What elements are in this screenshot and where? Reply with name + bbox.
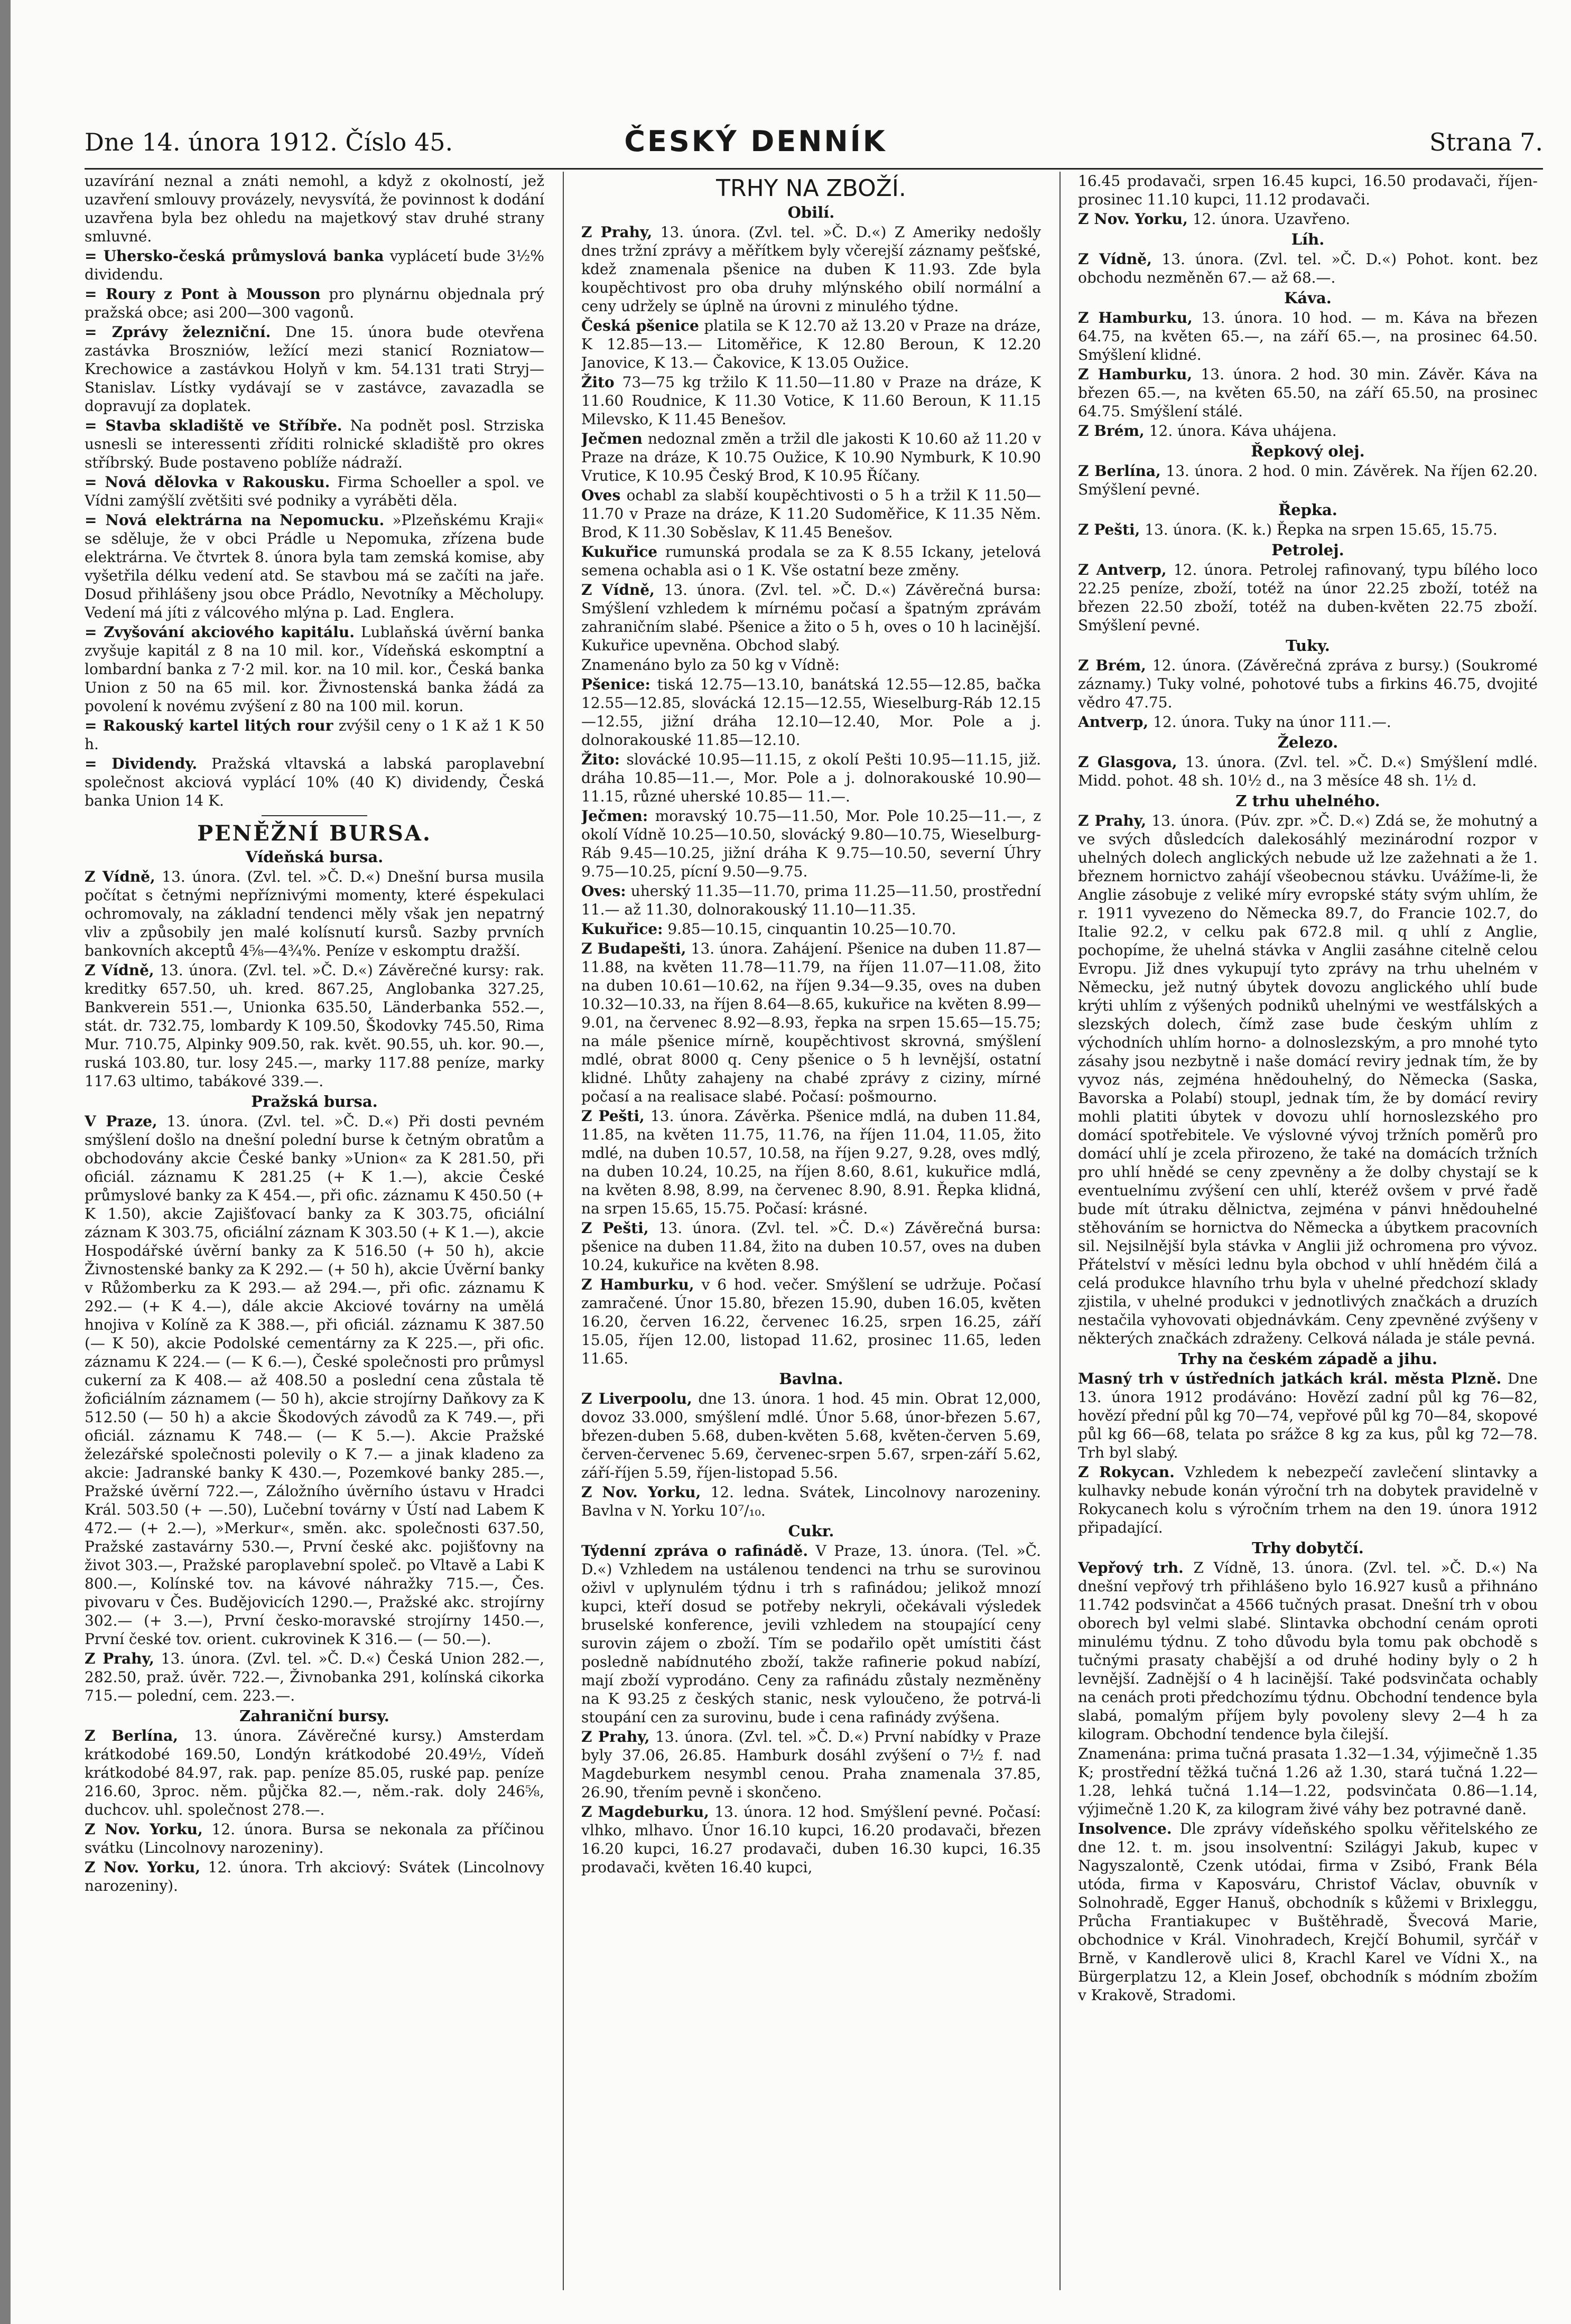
paragraph-text: slovácké 10.95—11.15, z okolí Pešti 10.95—11.15, již. dráha 10.85—11.—, Mor. Pole a j. dolnorakouské 10.90—11.15, různé uherské 10.85— 11.—. xyxy=(581,751,1041,805)
paragraph-text: rumunská prodala se za K 8.55 Ickany, jetelová semena ochabla asi o 1 K. Vše ostatní beze změny. xyxy=(581,543,1041,579)
paragraph-text: 13. února. Zahájení. Pšenice na duben 11.87—11.88, na květen 11.78—11.79, na říjen 11.07—11.08, žito na duben 10.61—10.62, na říjen 9.34—9.35, oves na duben 10.32—10.33, na říjen 8.64—8.65, kukuřice na květen 8.99—9.01, na červenec 8.92—8.93, řepka na srpen 15.65—15.75; na mále pšenice mírně, koupěchtivost skrovná, smýšlení mdlé, obrat 8000 q. Ceny pšenice o 5 h levnější, ostatní klidné. Lhůty zahajeny na chabé zprávy z ciziny, mírné počasí a na realisace slabé. Počasí: pošmourno. xyxy=(581,940,1041,1105)
paragraph-text: v 6 hod. večer. Smýšlení se udržuje. Počasí zamračené. Únor 15.80, březen 15.90, duben 16.05, květen 16.20, červen 16.22, červenec 16.25, srpen 16.25, září 15.05, říjen 12.00, listopad 11.62, prosinec 11.65, leden 11.65. xyxy=(581,1276,1041,1367)
paragraph-lead: Z Prahy, xyxy=(1078,812,1147,829)
paragraph-lead: = Dividendy. xyxy=(85,755,198,772)
paragraph-lead: Z Nov. Yorku, xyxy=(85,1821,203,1838)
page-header xyxy=(85,125,1543,166)
article-paragraph xyxy=(581,675,1041,749)
subsection-heading: Pražská bursa. xyxy=(251,1093,378,1110)
paragraph-text: Vzhledem k nebezpečí zavlečení slintavky a kulhavky nebude konán výroční trh na dobytek pravidelně v Rokycanech kolu s výročním trhem na den 19. února 1912 připadající. xyxy=(1078,1463,1538,1536)
subsection-heading: Železo. xyxy=(1277,733,1338,751)
subsection-heading: Řepka. xyxy=(1278,501,1337,519)
article-paragraph xyxy=(1078,172,1538,209)
article-paragraph xyxy=(85,1820,544,1857)
paragraph-text: 12. února. Bursa se nekonala za příčinou svátku (Lincolnovy narozeniny). xyxy=(85,1821,544,1856)
section-rule xyxy=(262,815,367,816)
paragraph-lead: Z Vídně, xyxy=(85,962,154,979)
paragraph-text: 16.45 prodavači, srpen 16.45 kupci, 16.50 prodavači, říjen-prosinec 11.10 kupci, 11.12 prodavači. xyxy=(1078,172,1538,208)
paragraph-text: 13. února. (Zvl. tel. »Č. D.«) Závěrečné kursy: rak. kreditky 657.50, uh. kred. 867.25, Anglobanka 327.25, Bankverein 551.—, Unionka 635.50, Länderbanka 552.—, stát. dr. 732.75, lombardy K 109.50, Škodovky 745.50, Rima Mur. 710.75, Alpinky 909.50, rak. květ. 90.55, uh. kor. 90.—, ruská 103.80, tur. losy 245.—, marky 117.88 peníze, marky 117.63 ultimo, tabákové 339.—. xyxy=(85,962,544,1090)
article-paragraph xyxy=(581,1107,1041,1218)
article-paragraph xyxy=(581,373,1041,428)
paragraph-lead: Česká pšenice xyxy=(581,317,699,334)
paragraph-lead: = Zprávy železniční. xyxy=(85,323,271,341)
paragraph-text: 12. ledna. Svátek, Lincolnovy narozeniny. Bavlna v N. Yorku 10⁷/₁₀. xyxy=(581,1483,1041,1519)
subsection-heading: Petrolej. xyxy=(1271,541,1344,559)
subsection-heading: Zahraniční bursy. xyxy=(239,1707,389,1725)
article-paragraph xyxy=(1078,309,1538,364)
article-paragraph xyxy=(85,285,544,322)
paragraph-text: Z Vídně, 13. února. (Zvl. tel. »Č. D.«) Na dnešní vepřový trh přihlášeno bylo 16.927 kusů a přihnáno 11.742 podsvinčat a 4566 tučných prasat. Dnešní trh v obou oborech byl velmi slabé. Slintavka obchodní cenám oproti minulému týdnu. Z toho důvodu byla tomu pak obchodě s tučnými prasaty chabější a od druhé hodiny byly o 2 h levnější. Zadnější o 4 h lacinější. Také podsvinčata ochably na cenách proti předchozímu týdnu. Obchodní tendence byla slabá, pomalým příjem byly povoleny slevy 2—4 h za kilogram. Obchodní tendence byla čilejší. xyxy=(1078,1559,1538,1743)
paragraph-text: 13. února. (Zvl. tel. »Č. D.«) Závěrečná bursa: pšenice na duben 11.84, žito na duben 10.57, oves na duben 10.24, kukuřice na květen 8.98. xyxy=(581,1219,1041,1274)
paragraph-lead: Oves: xyxy=(581,882,626,900)
paragraph-text: 13. února. 2 hod. 0 min. Závěrek. Na říjen 62.20. Smýšlení pevné. xyxy=(1078,462,1538,498)
paragraph-text: 13. února. (Zvl. tel. »Č. D.«) Závěrečná bursa: Smýšlení vzhledem k mírnému počasí a špatným zprávám zahraničním slabé. Pšenice a žito o 5 h, oves o 10 h lacinější. Kukuřice upevněna. Obchod slabý. xyxy=(581,581,1041,654)
paragraph-lead: Z Magdeburku, xyxy=(581,1803,709,1821)
paragraph-lead: Ječmen: xyxy=(581,807,648,825)
paragraph-text: Na podnět posl. Strziska usnesli se interessenti zříditi rolnické skladiště pro okres stříbrský. Bude postaveno poblíže nádraží. xyxy=(85,417,544,471)
paragraph-lead: Z Prahy, xyxy=(581,223,653,241)
paragraph-lead: Z Hamburku, xyxy=(1078,366,1193,383)
column-right xyxy=(1078,172,1538,2290)
paragraph-lead: Masný trh v ústředních jatkách král. města Plzně. xyxy=(1078,1370,1502,1387)
article-paragraph xyxy=(581,223,1041,315)
article-paragraph xyxy=(581,1542,1041,1726)
subsection-heading: Cukr. xyxy=(788,1522,834,1540)
paragraph-lead: Z Antverp, xyxy=(1078,561,1167,578)
paragraph-text: Znamenáno bylo za 50 kg v Vídně: xyxy=(581,656,840,674)
subsection-heading: Obilí. xyxy=(787,203,835,221)
paragraph-lead: Antverp, xyxy=(1078,713,1149,731)
article-paragraph xyxy=(85,473,544,510)
article-paragraph xyxy=(581,1728,1041,1802)
column-divider xyxy=(1059,172,1061,2290)
paragraph-text: 13. února. 2 hod. 30 min. Závěr. Káva na březen 65.—, na květen 65.50, na září 65.50, na prosinec 64.75. Smýšlení stálé. xyxy=(1078,366,1538,420)
article-paragraph xyxy=(581,920,1041,938)
paragraph-text: »Plzeňskému Kraji« se sděluje, že v obci Prádle u Nepomuka, zřízena bude elektrárna. Ve čtvrtek 8. února byla tam zemská komise, aby vyšetřila délku vedení atd. Se stavbou má se začíti na jaře. Dosud přihlášeny jsou obce Prádlo, Nevotníky a Měcholupy. Vedení má jíti z válcového mlýna p. Lad. Englera. xyxy=(85,511,544,621)
subsection-heading: Z trhu uhelného. xyxy=(1235,792,1380,810)
paragraph-lead: Insolvence. xyxy=(1078,1820,1172,1837)
paragraph-lead: Z Berlína, xyxy=(85,1727,178,1744)
paragraph-text: Lublaňská úvěrní banka zvyšuje kapitál z 8 na 10 mil. kor., Vídeňská eskomptní a lombardní banka z 7·2 mil. kor. na 10 mil. kor., Česká banka Union z 50 na 65 mil. kor. Živnostenská banka žádá za povolení k novému zvýšení z 80 na 100 mil. korun. xyxy=(85,623,544,715)
column-left xyxy=(85,172,544,2290)
paragraph-text: nedoznal změn a tržil dle jakosti K 10.60 až 11.20 v Praze na dráze, K 10.75 Oužice, K 10.90 Nymburk, K 10.90 Vrutice, K 10.95 Český Brod, K 10.95 Říčany. xyxy=(581,430,1041,484)
paragraph-text: 13. února. (Zvl. tel. »Č. D.«) Z Ameriky nedošly dnes tržní zprávy a měřítkem byly včerejší záznamy pešťské, kdež znamenala pšenice na duben K 11.93. Zde byla koupěchtivost pro oba druhy mlýnského obilí normální a ceny udržely se úplně na úrovni z minulého týdne. xyxy=(581,223,1041,315)
article-paragraph xyxy=(85,511,544,622)
paragraph-text: 12. února. Petrolej rafinovaný, typu bílého loco 22.25 peníze, zboží, totéž na únor 22.25 zboží, totéž na březen 22.50 zboží, totéž na duben-květen 22.75 zboží. Smýšlení pevné. xyxy=(1078,561,1538,634)
article-paragraph xyxy=(85,867,544,960)
paragraph-text: 13. února. (Púv. zpr. »Č. D.«) Zdá se, že mohutný a ve svých důsledcích dalekosáhlý mezinárodní rozpor v uhelných dolech anglických nebude už lze zažehnati a že 1. březnem hornictvo zahájí všeobecnou stávku. Uvážíme-li, že Anglie zásobuje z veliké míry evropské státy svým uhlím, že r. 1911 vyvezeno do Německa 89.7, do Francie 102.7, do Italie 92.2, v celku pak 672.8 mil. q uhlí z Anglie, pochopíme, že uhelná stávka v Anglii zasáhne citelně celou Evropu. Již dnes vykupují tyto zprávy na trhu uhelném v Německu, jež nutný úbytek dovozu anglického uhlí bude krýti uhlím z výšených podniků uhelnými ve westfálských a slezských dolech, čímž zase bude českým uhlím z východních uhlím horno- a dolnoslezským, a pro mnohé tyto zásahy jsou nezbytně i naše domácí reviry jednak tím, že by vyvoz nás, zejména hnědouhelný, do Německa (Saska, Bavorska a Polabí) stoupl, jednak tím, že by domácí reviry mohli platiti úbytek v dovozu uhlí hornoslezského pro domácí spotřebitele. Ve výslovné vývoj tržních poměrů pro domácí uhlí je zcela přirozeno, že také na domácích tržních pro uhlí hnědé se ceny zpevněny a že dolby chystají se k eventuelnímu zvýšení cen uhlí, kteréž ovšem v prvé řadě bude mít útraku dělnictva, zejména v pánvi hnědouhelné stěhováním se hornictva do Německa a úbytkem pracovních sil. Nejsilnější byla stávka v Anglii již ochromena pro vývoz. Přátelství v měsíci lednu byla obchod v uhlí hnědém čilá a celá produkce hlavního trhu byla v uhelné předchozí sklady zjistila, v uhelné produkci v jednotlivých značkách a druzích nestačila vyhovovati objednávkám. Ceny zpevněné zvýšeny v některých značkách zdraženy. Celková nálada je stále pevná. xyxy=(1078,812,1538,1347)
paragraph-text: pro plynárnu objednala prý pražská obce; asi 200—300 vagonů. xyxy=(85,285,544,321)
column-middle xyxy=(581,172,1041,2290)
article-paragraph xyxy=(85,1726,544,1819)
article-paragraph xyxy=(581,1483,1041,1520)
article-paragraph xyxy=(581,882,1041,919)
paragraph-lead: Z Budapešti, xyxy=(581,940,686,957)
article-paragraph xyxy=(581,1219,1041,1274)
article-paragraph xyxy=(85,1649,544,1705)
article-paragraph xyxy=(581,581,1041,655)
paragraph-lead: = Roury z Pont à Mousson xyxy=(85,285,321,303)
paragraph-text: 12. února. Uzavřeno. xyxy=(1192,210,1351,228)
subsection-heading: Tuky. xyxy=(1286,637,1330,655)
paragraph-lead: Z Pešti, xyxy=(1078,521,1140,538)
paragraph-text: 13. února. (Zvl. tel. »Č. D.«) Pohot. kont. bez obchodu nezměněn 67.— až 68.—. xyxy=(1078,250,1538,286)
article-paragraph xyxy=(1078,1463,1538,1537)
article-paragraph xyxy=(1078,1369,1538,1462)
paragraph-lead: Kukuřice xyxy=(581,543,658,561)
article-paragraph xyxy=(85,323,544,415)
article-paragraph xyxy=(581,486,1041,542)
paragraph-text: 12. února. Káva uhájena. xyxy=(1149,422,1337,440)
article-paragraph xyxy=(581,543,1041,580)
paragraph-lead: = Nová elektrárna na Nepomucku. xyxy=(85,511,385,529)
newspaper-title: ČESKÝ DENNÍK xyxy=(624,125,887,158)
paragraph-text: Dle zprávy vídeňského spolku věřitelského ze dne 12. t. m. jsou insolventní: Szilágyi Jakub, kupec v Nagyszalontě, Czenk utódai, firma v Zsibó, Frank Béla utóda, firma v Kaposváru, Christof Václav, obuvník v Solnohradě, Egger Hanuš, obchodník s kůžemi v Brixleggu, Průcha Frantiakupec v Buštěhradě, Švecová Marie, obchodnice v Král. Vinohradech, Krejčí Bohumil, syrčář v Brně, v Kandlerově ulici 8, Krachl Karel ve Vídni X., na Bürgerplatzu 12, a Klein Josef, obchodník s módním zbožím v Krakově, Stradomi. xyxy=(1078,1820,1538,2004)
article-paragraph xyxy=(581,750,1041,806)
paragraph-text: Pražská vltavská a labská paroplavební společnost akciová vyplácí 10% (40 K) dividendy, Česká banka Union 14 K. xyxy=(85,755,544,809)
paragraph-lead: Z Prahy, xyxy=(85,1650,154,1667)
paragraph-lead: = Stavba skladiště ve Stříbře. xyxy=(85,417,342,434)
article-paragraph xyxy=(581,1275,1041,1368)
paragraph-lead: Z Hamburku, xyxy=(1078,309,1193,326)
article-paragraph xyxy=(85,172,544,246)
paragraph-lead: Z Liverpoolu, xyxy=(581,1390,692,1407)
article-paragraph xyxy=(581,1389,1041,1482)
paragraph-text: Znamenána: prima tučná prasata 1.32—1.34, výjimečně 1.35 K; prostřední těžká tučná 1.26 až 1.30, stará tučná 1.22—1.28, lehká tučná 1.14—1.22, podsvinčata 0.86—1.14, výjimečně 1.20 K, za kilogram živé váhy bez potravné daně. xyxy=(1078,1745,1538,1818)
subsection-heading: Trhy na českém západě a jihu. xyxy=(1178,1350,1438,1368)
paragraph-text: 9.85—10.15, cinquantin 10.25—10.70. xyxy=(667,920,956,938)
paragraph-lead: = Uhersko-česká průmyslová banka xyxy=(85,247,384,265)
article-paragraph xyxy=(581,430,1041,485)
paragraph-lead: Žito: xyxy=(581,751,620,768)
paragraph-lead: Z Pešti, xyxy=(581,1107,645,1125)
article-paragraph xyxy=(1078,561,1538,634)
paragraph-text: 13. února. Závěrka. Pšenice mdlá, na duben 11.84, 11.85, na květen 11.75, 11.76, na říjen 11.04, 11.05, žito mdlé, na duben 10.57, 10.58, na říjen 9.27, 9.28, oves mdlý, na duben 10.24, 10.25, na říjen 8.60, 8.61, kukuřice mdlá, na květen 8.98, 8.99, na červenec 8.90, 8.91. Řepka klidná, na srpen 15.65, 15.75. Počasí: krásné. xyxy=(581,1107,1041,1217)
header-rule xyxy=(85,168,1543,170)
paragraph-lead: Z Vídně, xyxy=(581,581,655,599)
article-paragraph xyxy=(581,656,1041,674)
paragraph-lead: = Zvyšování akciového kapitálu. xyxy=(85,623,355,641)
paragraph-text: tiská 12.75—13.10, banátská 12.55—12.85, bačka 12.55—12.85, slovácká 12.15—12.55, Wieselburg-Ráb 12.15—12.55, jižní dráha 12.10—12.40, Mor. Pole a j. dolnorakouské 11.85—12.10. xyxy=(581,676,1041,749)
paragraph-text: ochabl za slabší koupěchtivosti o 5 h a tržil K 11.50—11.70 v Praze na dráze, K 11.20 Sudoměřice, K 11.35 Něm. Brod, K 11.30 Soběslav, K 11.45 Benešov. xyxy=(581,487,1041,541)
paragraph-lead: Žito xyxy=(581,374,615,391)
paragraph-text: 13. února. (Zvl. tel. »Č. D.«) Dnešní bursa musila počítat s četnými nepříznivými momenty, které éspekulaci ochromovaly, na základní tendenci měly však jen nepatrný vliv a způsobily jen malé kolísnutí kursů. Sazby prvních bankovních akceptů 4⅝—4¾%. Peníze v eskomptu dražší. xyxy=(85,868,544,959)
article-paragraph xyxy=(1078,1558,1538,1743)
paragraph-lead: Z Prahy, xyxy=(581,1728,650,1746)
paragraph-text: Dne 15. února bude otevřena zastávka Broszniów, ležící mezi stanicí Rozniatow—Krechowice a zastávkou Holyň v km. 54.131 trati Stryj—Stanislav. Lístky vydávají se v zastávce, zavazadla se dopravují za doplatek. xyxy=(85,323,544,415)
issue-date: Dne 14. února 1912. Číslo 45. xyxy=(85,128,453,156)
article-paragraph xyxy=(85,247,544,284)
subsection-heading: Káva. xyxy=(1284,289,1332,307)
paragraph-text: 12. února. Trh akciový: Svátek (Lincolnovy narozeniny). xyxy=(85,1859,544,1894)
section-heading: TRHY NA ZBOŽÍ. xyxy=(716,175,906,202)
paragraph-text: platila se K 12.70 až 13.20 v Praze na dráze, K 12.85—13.— Litoměřice, K 12.80 Beroun, K 12.20 Janovice, K 13.— Čakovice, K 13.05 Oužice. xyxy=(581,317,1041,371)
paragraph-lead: Z Hamburku, xyxy=(581,1276,694,1293)
article-paragraph xyxy=(85,1112,544,1648)
paragraph-lead: Z Berlína, xyxy=(1078,462,1161,480)
paragraph-lead: = Nová dělovka v Rakousku. xyxy=(85,473,330,491)
paragraph-text: Dne 13. února 1912 prodáváno: Hovězí zadní půl kg 76—82, hovězí přední půl kg 70—74, vepřové půl kg 70—84, skopové půl kg 66—68, telata po srážce 8 kg za kus, půl kg 72—78. Trh byl slabý. xyxy=(1078,1370,1538,1461)
paragraph-lead: Z Nov. Yorku, xyxy=(85,1859,201,1876)
paragraph-lead: Z Glasgova, xyxy=(1078,753,1177,771)
paragraph-text: 12. února. (Závěrečná zpráva z bursy.) (Soukromé záznamy.) Tuky volné, pohotové tubs a firkins 46.75, dvojité vědro 47.75. xyxy=(1078,657,1538,711)
article-paragraph xyxy=(1078,520,1538,539)
paragraph-lead: Z Rokycan. xyxy=(1078,1463,1175,1481)
subsection-heading: Bavlna. xyxy=(779,1370,843,1388)
article-paragraph xyxy=(581,316,1041,372)
paragraph-text: 13. února. Závěrečné kursy.) Amsterdam krátkodobé 169.50, Londýn krátkodobé 20.49½, Vídeň krátkodobé 84.97, rak. pap. peníze 85.05, ruské pap. peníze 216.60, 3proc. něm. půjčka 82.—, něm.-rak. doly 246⅝, duchcov. uhl. společnost 278.—. xyxy=(85,1727,544,1818)
article-paragraph xyxy=(581,939,1041,1106)
paragraph-lead: Ječmen xyxy=(581,430,643,447)
paragraph-text: 13. února. (Zvl. tel. »Č. D.«) Smýšlení mdlé. Midd. pohot. 48 sh. 10½ d., na 3 měsíce 48 sh. 1½ d. xyxy=(1078,753,1538,789)
page-number: Strana 7. xyxy=(1429,128,1543,156)
paragraph-text: 13. února. (Zvl. tel. »Č. D.«) První nabídky v Praze byly 37.06, 26.85. Hamburk dosáhl zvýšení o 7½ f. nad Magdeburkem nesymbl cenou. Praha znamenala 37.85, 26.90, třením pevně i skončeno. xyxy=(581,1728,1041,1801)
paragraph-text: 73—75 kg tržilo K 11.50—11.80 v Praze na dráze, K 11.60 Roudnice, K 11.30 Votice, K 11.60 Beroun, K 11.15 Milevsko, K 11.45 Benešov. xyxy=(581,374,1041,428)
paragraph-lead: Kukuřice: xyxy=(581,920,663,938)
paragraph-lead: V Praze, xyxy=(85,1113,157,1130)
article-paragraph xyxy=(85,716,544,753)
paragraph-text: V Praze, 13. února. (Tel. »Č. D.«) Vzhledem na ustálenou tendenci na trhu se surovinou oživl v uplynulém týdnu i trh s rafinádou; jelikož mnozí kupci, kteří dosud se potřeby nekryli, očekávali výsledek bruselské konference, jevili vzhledem na stoupající ceny surovin zájem o zboží. Tím se podařilo opět umístiti část posledně nabídnutého zboží, takže rafinerie pokud nabízí, mají zboží vyprodáno. Ceny za rafinádu zůstaly nezměněny na K 93.25 z českých stanic, nesk vyloučeno, že potrvá-li stoupání cen za surovinu, bude i cena rafinády zvýšena. xyxy=(581,1542,1041,1726)
article-paragraph xyxy=(1078,462,1538,499)
paragraph-text: 13. února. 12 hod. Smýšlení pevné. Počasí: vlhko, mlhavo. Únor 16.10 kupci, 16.20 prodavači, březen 16.20 kupci, 16.27 prodavači, duben 16.30 kupci, 16.35 prodavači, květen 16.40 kupci, xyxy=(581,1803,1041,1876)
paragraph-text: 13. února. 10 hod. — m. Káva na březen 64.75, na květen 65.—, na září 65.—, na prosinec 64.50. Smýšlení klidné. xyxy=(1078,309,1538,363)
article-paragraph xyxy=(85,416,544,472)
page-edge xyxy=(0,0,11,2324)
paragraph-text: 13. února. (Zvl. tel. »Č. D.«) Při dosti pevném smýšlení došlo na dnešní polední burse k četným obratům a obchodovány akcie České banky »Union« za K 281.50, při oficiál. záznamu K 281.25 (+ K 1.—), akcie České průmyslové banky za K 454.—, při ofic. záznamu K 450.50 (+ K 1.50), akcie Zajišťovací banky za K 303.75, oficiální záznam K 303.75, oficiální záznam K 303.50 (+ K 1.—), akcie Hospodářské úvěrní banky za K 516.50 (+ 50 h), akcie Živnostenské banky za K 292.— (+ 50 h), akcie Úvěrní banky v Růžomberku za K 293.— až 294.—, při ofic. záznamu K 292.— (+ K 4.—), dále akcie Akciové továrny na umělá hnojiva v Kolíně za K 388.—, při oficiál. záznamu K 387.50 (— K 50), akcie Podolské cementárny za K 225.—, při ofic. záznamu K 224.— (— K 6.—), České společnosti pro průmysl cukerní za K 408.— až 408.50 a poslední cena zůstala tě žoficiálním záznamem (— 50 h), akcie strojírny Daňkovy za K 512.50 (— 50 h) a akcie Škodových závodů za K 749.—, při oficiál. záznamu K 748.— (— K 5.—). Akcie Pražské železářské společnosti polevily o K 7.— a jinak kladeno za akcie: Jadranské banky K 430.—, Pozemkové banky 285.—, Pražské úvěrní 722.—, Záložního úvěrního ústavu v Hradci Král. 503.50 (+ —.50), Lučební továrny v Ústí nad Labem K 472.— (+ 2.—), »Merkur«, směn. akc. společnosti 637.50, Pražské zastavárny 530.—, První české akc. pojišťovny na život 303.—, Pražské paroplavební společ. po Vltavě a Labi K 800.—, Kolínské tov. na kávové náhražky 715.—, Čes. pivovaru v Čes. Budějovicích 1290.—, Pražské akc. strojírny 302.— (+ 3.—), První česko-moravské strojírny 1450.—, První české tov. orient. cukrovinek K 316.— (— 50.—). xyxy=(85,1113,544,1648)
paragraph-lead: = Rakouský kartel litých rour xyxy=(85,717,333,734)
paragraph-text: moravský 10.75—11.50, Mor. Pole 10.25—11.—, z okolí Vídně 10.25—10.50, slovácký 9.80—10.75, Wieselburg-Ráb 9.45—10.25, jižní dráha K 9.75—10.50, severní Úhry 9.75—10.25, pícní 9.50—9.75. xyxy=(581,807,1041,880)
article-paragraph xyxy=(85,1858,544,1895)
article-paragraph xyxy=(1078,422,1538,440)
article-paragraph xyxy=(1078,753,1538,790)
paragraph-text: Firma Schoeller a spol. ve Vídni zamýšlí zvětšiti své podniky a vyráběti děla. xyxy=(85,473,544,509)
paragraph-lead: Z Nov. Yorku, xyxy=(581,1483,701,1501)
column-divider xyxy=(563,172,564,2290)
article-paragraph xyxy=(1078,1744,1538,1818)
paragraph-lead: Z Pešti, xyxy=(581,1219,649,1237)
subsection-heading: Vídeňská bursa. xyxy=(245,848,384,866)
section-heading: PENĚŽNÍ BURSA. xyxy=(197,821,432,846)
paragraph-text: 13. února. (K. k.) Řepka na srpen 15.65, 15.75. xyxy=(1145,521,1498,538)
article-paragraph xyxy=(1078,713,1538,731)
paragraph-text: 13. února. (Zvl. tel. »Č. D.«) Česká Union 282.—, 282.50, praž. úvěr. 722.—, Živnobanka 291, kolínská cikorka 715.— polední, cem. 223.—. xyxy=(85,1650,544,1704)
paragraph-text: uherský 11.35—11.70, prima 11.25—11.50, prostřední 11.— až 11.30, dolnorakouský 11.10—11.35. xyxy=(581,882,1041,918)
paragraph-lead: Z Brém, xyxy=(1078,657,1146,674)
paragraph-text: zvýšil ceny o 1 K až 1 K 50 h. xyxy=(85,717,544,753)
article-paragraph xyxy=(581,807,1041,881)
article-paragraph xyxy=(1078,811,1538,1348)
paragraph-lead: Z Vídně, xyxy=(85,868,155,885)
article-paragraph xyxy=(1078,656,1538,712)
article-paragraph xyxy=(1078,250,1538,287)
article-paragraph xyxy=(1078,210,1538,228)
paragraph-lead: Vepřový trh. xyxy=(1078,1559,1184,1576)
article-paragraph xyxy=(85,961,544,1090)
paragraph-text: uzavírání neznal a znáti nemohl, a když z okolností, jež uzavření smlouvy provázely, nevysvítá, že povinnost k dodání uzavřena byla bez ohledu na majetkový stav druhé strany smluvné. xyxy=(85,172,544,245)
paragraph-lead: Z Brém, xyxy=(1078,422,1145,440)
paragraph-lead: Z Nov. Yorku, xyxy=(1078,210,1188,228)
paragraph-lead: Z Vídně, xyxy=(1078,250,1152,268)
subsection-heading: Řepkový olej. xyxy=(1251,442,1365,460)
subsection-heading: Líh. xyxy=(1291,230,1325,248)
paragraph-text: dne 13. února. 1 hod. 45 min. Obrat 12,000, dovoz 33.000, smýšlení mdlé. Únor 5.68, únor-březen 5.67, březen-duben 5.68, duben-květen 5.68, květen-červen 5.69, červen-červenec 5.69, červenec-srpen 5.67, srpen-září 5.62, září-říjen 5.59, říjen-listopad 5.56. xyxy=(581,1390,1041,1481)
article-paragraph xyxy=(581,1803,1041,1877)
paragraph-lead: Oves xyxy=(581,487,621,504)
paragraph-text: 12. února. Tuky na únor 111.—. xyxy=(1153,713,1391,731)
subsection-heading: Trhy dobytčí. xyxy=(1252,1539,1364,1557)
article-paragraph xyxy=(85,623,544,715)
paragraph-lead: Pšenice: xyxy=(581,676,650,693)
article-paragraph xyxy=(1078,365,1538,421)
paragraph-text: vyplácetí bude 3½% dividendu. xyxy=(85,247,544,283)
article-paragraph xyxy=(85,754,544,810)
article-paragraph xyxy=(1078,1819,1538,2004)
paragraph-lead: Týdenní zpráva o rafinádě. xyxy=(581,1542,808,1560)
